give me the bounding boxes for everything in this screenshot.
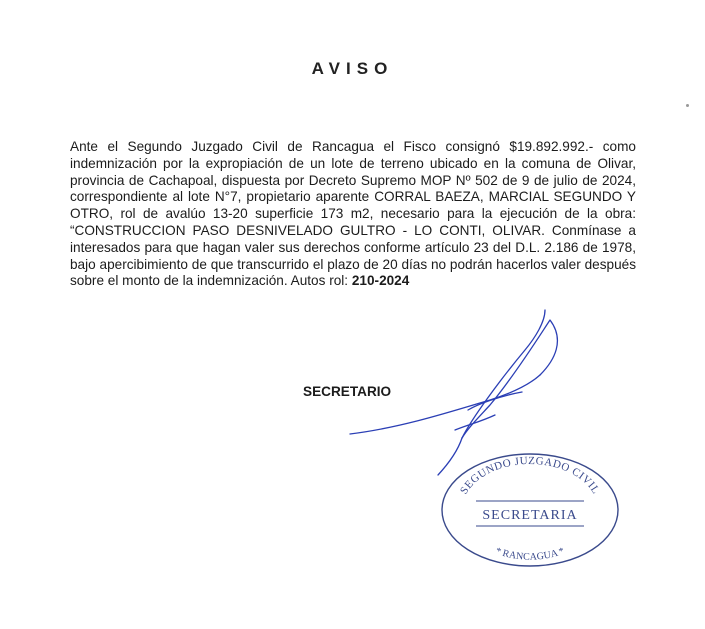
stamp-center-text: SECRETARIA: [482, 508, 578, 523]
case-number: 210-2024: [351, 273, 410, 289]
court-stamp: [440, 448, 620, 568]
signatory-label: SECRETARIO: [303, 384, 392, 399]
stamp-top-text: SEGUNDO JUZGADO CIVIL: [458, 454, 602, 497]
notice-paragraph: Ante el Segundo Juzgado Civil de Rancagua el Fisco consignó $19.892.992.- como indemnización por la expropiación de un lote de terreno ubicado en la comuna de Olivar, provincia de Cachapoal, dispuesta por Decreto Supremo MOP Nº 502 de 9 de julio de 2024, correspondiente al lote N°7, propietario aparente CORRAL BAEZA, MARCIAL SEGUNDO Y OTRO, rol de avalúo 13-20 superficie 173 m2, necesario para la ejecución de la obra: “CONSTRUCCION PASO DESNIVELADO GULTRO - LO CONTI, OLIVAR. Conmínase a interesados para que hagan valer sus derechos conforme artículo 23 del D.L. 2.186 de 1978, bajo apercibimiento de que transcurrido el plazo de 20 días no podrán hacerlos valer después sobre el monto de la indemnización. Autos rol:: [70, 139, 636, 289]
scan-dot: [686, 104, 689, 107]
notice-body: [70, 139, 636, 290]
stamp-bottom-text: * RANCAGUA *: [493, 545, 567, 563]
page-title: AVISO: [311, 59, 394, 78]
